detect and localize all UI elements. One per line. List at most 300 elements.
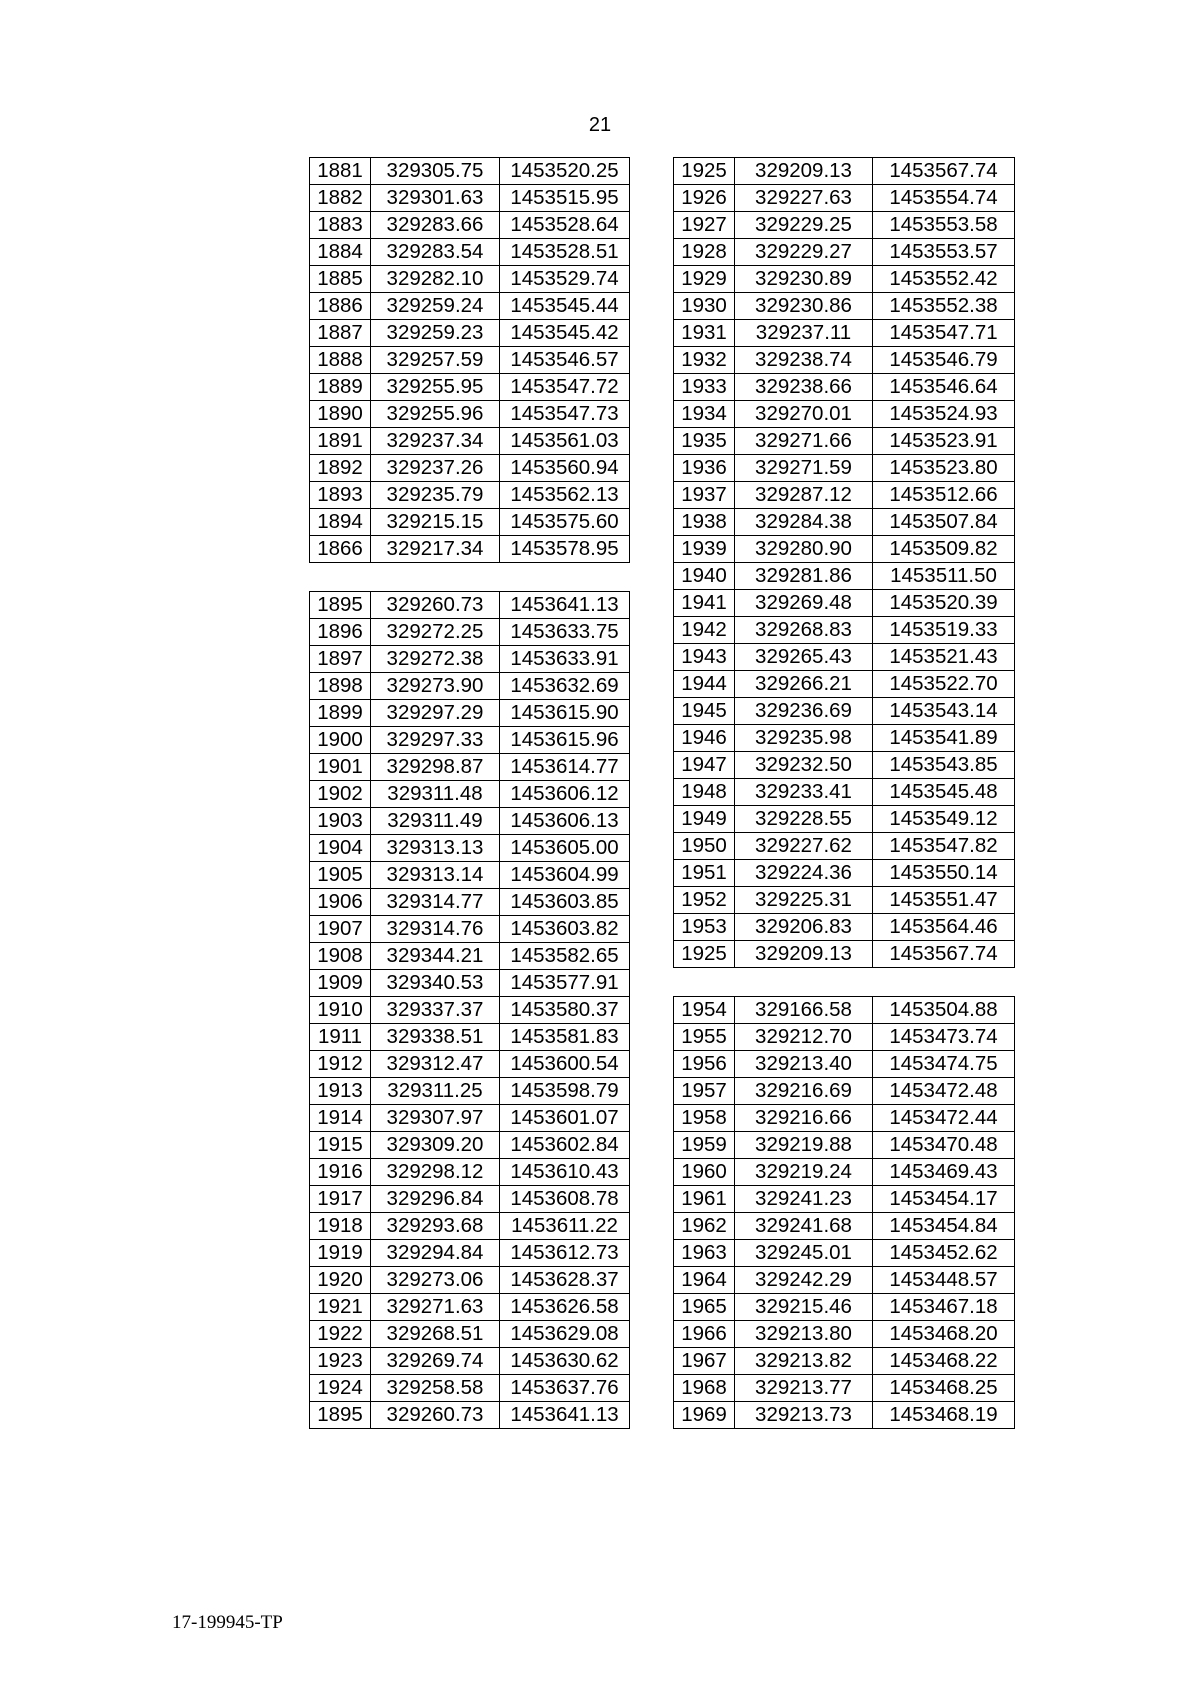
table-row [310,1104,630,1131]
x-coordinate-cell: 329215.46 [735,1293,873,1320]
table-row [674,158,1015,185]
point-id-cell: 1866 [310,536,371,563]
y-coordinate-cell: 1453545.42 [500,320,630,347]
point-id-cell: 1932 [674,347,735,374]
x-coordinate-cell: 329237.26 [371,455,500,482]
x-coordinate-cell: 329283.66 [371,212,500,239]
x-coordinate-cell: 329255.95 [371,374,500,401]
point-id-cell: 1950 [674,833,735,860]
table-row [310,428,630,455]
table-row [310,726,630,753]
x-coordinate-cell: 329282.10 [371,266,500,293]
y-coordinate-cell: 1453561.03 [500,428,630,455]
point-id-cell: 1946 [674,725,735,752]
table-row [674,806,1015,833]
y-coordinate-cell: 1453468.20 [873,1320,1015,1347]
y-coordinate-cell: 1453468.22 [873,1347,1015,1374]
y-coordinate-cell: 1453454.17 [873,1185,1015,1212]
x-coordinate-cell: 329311.49 [371,807,500,834]
table-row [674,482,1015,509]
table-row [674,1347,1015,1374]
y-coordinate-cell: 1453552.42 [873,266,1015,293]
x-coordinate-cell: 329258.58 [371,1374,500,1401]
point-id-cell: 1882 [310,185,371,212]
y-coordinate-cell: 1453553.57 [873,239,1015,266]
y-coordinate-cell: 1453577.91 [500,969,630,996]
y-coordinate-cell: 1453615.90 [500,699,630,726]
x-coordinate-cell: 329294.84 [371,1239,500,1266]
table-row [310,672,630,699]
y-coordinate-cell: 1453545.44 [500,293,630,320]
y-coordinate-cell: 1453522.70 [873,671,1015,698]
table-row [310,753,630,780]
y-coordinate-cell: 1453468.19 [873,1401,1015,1428]
point-id-cell: 1960 [674,1158,735,1185]
point-id-cell: 1930 [674,293,735,320]
x-coordinate-cell: 329237.11 [735,320,873,347]
point-id-cell: 1893 [310,482,371,509]
x-coordinate-cell: 329260.73 [371,591,500,618]
point-id-cell: 1892 [310,455,371,482]
y-coordinate-cell: 1453545.48 [873,779,1015,806]
table-row [310,969,630,996]
x-coordinate-cell: 329281.86 [735,563,873,590]
table-row [310,618,630,645]
table-row [674,941,1015,968]
x-coordinate-cell: 329293.68 [371,1212,500,1239]
table-row [310,807,630,834]
point-id-cell: 1927 [674,212,735,239]
y-coordinate-cell: 1453614.77 [500,753,630,780]
y-coordinate-cell: 1453606.12 [500,780,630,807]
y-coordinate-cell: 1453474.75 [873,1050,1015,1077]
point-id-cell: 1928 [674,239,735,266]
point-id-cell: 1945 [674,698,735,725]
point-id-cell: 1957 [674,1077,735,1104]
table-row [310,266,630,293]
point-id-cell: 1891 [310,428,371,455]
table-row [674,590,1015,617]
point-id-cell: 1948 [674,779,735,806]
point-id-cell: 1938 [674,509,735,536]
y-coordinate-cell: 1453641.13 [500,1401,630,1428]
table-row [674,428,1015,455]
point-id-cell: 1899 [310,699,371,726]
point-id-cell: 1944 [674,671,735,698]
point-id-cell: 1947 [674,752,735,779]
point-id-cell: 1936 [674,455,735,482]
x-coordinate-cell: 329314.76 [371,915,500,942]
table-row [310,1374,630,1401]
table-row [310,347,630,374]
x-coordinate-cell: 329235.79 [371,482,500,509]
x-coordinate-cell: 329227.63 [735,185,873,212]
y-coordinate-cell: 1453529.74 [500,266,630,293]
point-id-cell: 1896 [310,618,371,645]
x-coordinate-cell: 329268.83 [735,617,873,644]
point-id-cell: 1969 [674,1401,735,1428]
table-gap [673,968,1014,996]
table-row [310,293,630,320]
x-coordinate-cell: 329212.70 [735,1023,873,1050]
x-coordinate-cell: 329298.87 [371,753,500,780]
point-id-cell: 1955 [674,1023,735,1050]
y-coordinate-cell: 1453472.48 [873,1077,1015,1104]
x-coordinate-cell: 329268.51 [371,1320,500,1347]
y-coordinate-cell: 1453610.43 [500,1158,630,1185]
table-row [674,374,1015,401]
table-row [674,996,1015,1023]
x-coordinate-cell: 329283.54 [371,239,500,266]
x-coordinate-cell: 329338.51 [371,1023,500,1050]
y-coordinate-cell: 1453541.89 [873,725,1015,752]
y-coordinate-cell: 1453467.18 [873,1293,1015,1320]
y-coordinate-cell: 1453543.85 [873,752,1015,779]
x-coordinate-cell: 329340.53 [371,969,500,996]
page-number: 21 [588,114,612,136]
table-gap [309,563,629,591]
y-coordinate-cell: 1453549.12 [873,806,1015,833]
table-row [310,591,630,618]
table-row [674,725,1015,752]
table-row [310,185,630,212]
table-row [310,1293,630,1320]
y-coordinate-cell: 1453546.79 [873,347,1015,374]
table-row [310,1239,630,1266]
point-id-cell: 1929 [674,266,735,293]
y-coordinate-cell: 1453605.00 [500,834,630,861]
table-row [674,239,1015,266]
point-id-cell: 1883 [310,212,371,239]
table-row [674,563,1015,590]
y-coordinate-cell: 1453633.75 [500,618,630,645]
point-id-cell: 1961 [674,1185,735,1212]
table-row [674,1158,1015,1185]
table-row [674,536,1015,563]
x-coordinate-cell: 329245.01 [735,1239,873,1266]
x-coordinate-cell: 329209.13 [735,941,873,968]
point-id-cell: 1939 [674,536,735,563]
y-coordinate-cell: 1453546.57 [500,347,630,374]
x-coordinate-cell: 329229.27 [735,239,873,266]
x-coordinate-cell: 329265.43 [735,644,873,671]
x-coordinate-cell: 329206.83 [735,914,873,941]
x-coordinate-cell: 329238.66 [735,374,873,401]
x-coordinate-cell: 329307.97 [371,1104,500,1131]
table-row [674,1050,1015,1077]
y-coordinate-cell: 1453615.96 [500,726,630,753]
table-row [310,1212,630,1239]
y-coordinate-cell: 1453608.78 [500,1185,630,1212]
point-id-cell: 1918 [310,1212,371,1239]
table-row [674,1239,1015,1266]
y-coordinate-cell: 1453606.13 [500,807,630,834]
table-row [310,1131,630,1158]
x-coordinate-cell: 329217.34 [371,536,500,563]
point-id-cell: 1941 [674,590,735,617]
table-row [310,1158,630,1185]
y-coordinate-cell: 1453603.82 [500,915,630,942]
coordinate-table [673,157,1015,968]
x-coordinate-cell: 329213.40 [735,1050,873,1077]
y-coordinate-cell: 1453472.44 [873,1104,1015,1131]
x-coordinate-cell: 329216.69 [735,1077,873,1104]
x-coordinate-cell: 329232.50 [735,752,873,779]
y-coordinate-cell: 1453604.99 [500,861,630,888]
point-id-cell: 1917 [310,1185,371,1212]
document-code: 17-199945-TP [172,1612,283,1633]
x-coordinate-cell: 329305.75 [371,158,500,185]
y-coordinate-cell: 1453547.71 [873,320,1015,347]
x-coordinate-cell: 329270.01 [735,401,873,428]
table-row [310,888,630,915]
point-id-cell: 1940 [674,563,735,590]
y-coordinate-cell: 1453468.25 [873,1374,1015,1401]
x-coordinate-cell: 329213.82 [735,1347,873,1374]
x-coordinate-cell: 329269.48 [735,590,873,617]
x-coordinate-cell: 329228.55 [735,806,873,833]
point-id-cell: 1895 [310,1401,371,1428]
table-row [310,780,630,807]
table-row [674,1131,1015,1158]
y-coordinate-cell: 1453528.51 [500,239,630,266]
x-coordinate-cell: 329309.20 [371,1131,500,1158]
point-id-cell: 1914 [310,1104,371,1131]
y-coordinate-cell: 1453512.66 [873,482,1015,509]
y-coordinate-cell: 1453546.64 [873,374,1015,401]
table-row [674,347,1015,374]
table-row [674,1266,1015,1293]
table-row [674,1293,1015,1320]
y-coordinate-cell: 1453628.37 [500,1266,630,1293]
x-coordinate-cell: 329313.13 [371,834,500,861]
x-coordinate-cell: 329241.68 [735,1212,873,1239]
table-row [674,1401,1015,1428]
x-coordinate-cell: 329272.38 [371,645,500,672]
table-row [310,861,630,888]
table-row [310,212,630,239]
x-coordinate-cell: 329337.37 [371,996,500,1023]
y-coordinate-cell: 1453470.48 [873,1131,1015,1158]
point-id-cell: 1933 [674,374,735,401]
point-id-cell: 1919 [310,1239,371,1266]
x-coordinate-cell: 329230.86 [735,293,873,320]
table-row [674,212,1015,239]
point-id-cell: 1910 [310,996,371,1023]
table-row [310,1050,630,1077]
x-coordinate-cell: 329271.66 [735,428,873,455]
table-row [674,833,1015,860]
x-coordinate-cell: 329255.96 [371,401,500,428]
x-coordinate-cell: 329273.06 [371,1266,500,1293]
y-coordinate-cell: 1453602.84 [500,1131,630,1158]
x-coordinate-cell: 329219.88 [735,1131,873,1158]
table-row [674,293,1015,320]
x-coordinate-cell: 329224.36 [735,860,873,887]
table-row [674,698,1015,725]
y-coordinate-cell: 1453523.80 [873,455,1015,482]
table-row [674,644,1015,671]
point-id-cell: 1937 [674,482,735,509]
y-coordinate-cell: 1453519.33 [873,617,1015,644]
point-id-cell: 1953 [674,914,735,941]
table-row [674,887,1015,914]
y-coordinate-cell: 1453580.37 [500,996,630,1023]
y-coordinate-cell: 1453509.82 [873,536,1015,563]
point-id-cell: 1889 [310,374,371,401]
table-row [310,996,630,1023]
y-coordinate-cell: 1453473.74 [873,1023,1015,1050]
point-id-cell: 1958 [674,1104,735,1131]
point-id-cell: 1911 [310,1023,371,1050]
point-id-cell: 1962 [674,1212,735,1239]
point-id-cell: 1931 [674,320,735,347]
coordinate-table [309,157,630,563]
point-id-cell: 1900 [310,726,371,753]
y-coordinate-cell: 1453521.43 [873,644,1015,671]
x-coordinate-cell: 329301.63 [371,185,500,212]
table-row [310,1023,630,1050]
point-id-cell: 1967 [674,1347,735,1374]
table-row [674,914,1015,941]
y-coordinate-cell: 1453547.73 [500,401,630,428]
point-id-cell: 1916 [310,1158,371,1185]
table-row [310,942,630,969]
point-id-cell: 1902 [310,780,371,807]
table-row [310,915,630,942]
point-id-cell: 1913 [310,1077,371,1104]
table-row [310,158,630,185]
table-row [674,509,1015,536]
point-id-cell: 1886 [310,293,371,320]
y-coordinate-cell: 1453454.84 [873,1212,1015,1239]
table-row [310,1320,630,1347]
y-coordinate-cell: 1453567.74 [873,158,1015,185]
point-id-cell: 1934 [674,401,735,428]
point-id-cell: 1925 [674,158,735,185]
point-id-cell: 1903 [310,807,371,834]
table-row [674,1104,1015,1131]
table-row [310,401,630,428]
y-coordinate-cell: 1453626.58 [500,1293,630,1320]
x-coordinate-cell: 329235.98 [735,725,873,752]
y-coordinate-cell: 1453601.07 [500,1104,630,1131]
point-id-cell: 1954 [674,996,735,1023]
table-row [310,834,630,861]
x-coordinate-cell: 329213.80 [735,1320,873,1347]
y-coordinate-cell: 1453551.47 [873,887,1015,914]
y-coordinate-cell: 1453524.93 [873,401,1015,428]
x-coordinate-cell: 329259.24 [371,293,500,320]
y-coordinate-cell: 1453547.82 [873,833,1015,860]
y-coordinate-cell: 1453553.58 [873,212,1015,239]
point-id-cell: 1905 [310,861,371,888]
x-coordinate-cell: 329213.73 [735,1401,873,1428]
table-row [310,509,630,536]
x-coordinate-cell: 329242.29 [735,1266,873,1293]
point-id-cell: 1894 [310,509,371,536]
point-id-cell: 1884 [310,239,371,266]
x-coordinate-cell: 329259.23 [371,320,500,347]
y-coordinate-cell: 1453582.65 [500,942,630,969]
y-coordinate-cell: 1453612.73 [500,1239,630,1266]
table-row [674,860,1015,887]
point-id-cell: 1922 [310,1320,371,1347]
x-coordinate-cell: 329296.84 [371,1185,500,1212]
table-row [674,1212,1015,1239]
x-coordinate-cell: 329269.74 [371,1347,500,1374]
x-coordinate-cell: 329272.25 [371,618,500,645]
y-coordinate-cell: 1453598.79 [500,1077,630,1104]
y-coordinate-cell: 1453520.25 [500,158,630,185]
x-coordinate-cell: 329297.33 [371,726,500,753]
x-coordinate-cell: 329241.23 [735,1185,873,1212]
y-coordinate-cell: 1453630.62 [500,1347,630,1374]
x-coordinate-cell: 329213.77 [735,1374,873,1401]
point-id-cell: 1885 [310,266,371,293]
point-id-cell: 1881 [310,158,371,185]
y-coordinate-cell: 1453560.94 [500,455,630,482]
point-id-cell: 1952 [674,887,735,914]
x-coordinate-cell: 329287.12 [735,482,873,509]
y-coordinate-cell: 1453603.85 [500,888,630,915]
y-coordinate-cell: 1453547.72 [500,374,630,401]
table-row [310,1347,630,1374]
point-id-cell: 1951 [674,860,735,887]
point-id-cell: 1942 [674,617,735,644]
point-id-cell: 1923 [310,1347,371,1374]
point-id-cell: 1915 [310,1131,371,1158]
table-row [310,1077,630,1104]
table-row [674,617,1015,644]
x-coordinate-cell: 329260.73 [371,1401,500,1428]
x-coordinate-cell: 329314.77 [371,888,500,915]
y-coordinate-cell: 1453523.91 [873,428,1015,455]
point-id-cell: 1920 [310,1266,371,1293]
y-coordinate-cell: 1453448.57 [873,1266,1015,1293]
point-id-cell: 1956 [674,1050,735,1077]
x-coordinate-cell: 329273.90 [371,672,500,699]
y-coordinate-cell: 1453543.14 [873,698,1015,725]
point-id-cell: 1888 [310,347,371,374]
table-row [310,482,630,509]
right-coordinate-column [673,157,1014,1429]
y-coordinate-cell: 1453562.13 [500,482,630,509]
y-coordinate-cell: 1453641.13 [500,591,630,618]
table-row [310,1401,630,1428]
table-row [674,266,1015,293]
x-coordinate-cell: 329266.21 [735,671,873,698]
y-coordinate-cell: 1453511.50 [873,563,1015,590]
y-coordinate-cell: 1453575.60 [500,509,630,536]
x-coordinate-cell: 329166.58 [735,996,873,1023]
point-id-cell: 1926 [674,185,735,212]
table-row [674,1320,1015,1347]
point-id-cell: 1965 [674,1293,735,1320]
point-id-cell: 1887 [310,320,371,347]
table-row [310,374,630,401]
table-row [310,536,630,563]
x-coordinate-cell: 329209.13 [735,158,873,185]
x-coordinate-cell: 329311.25 [371,1077,500,1104]
x-coordinate-cell: 329298.12 [371,1158,500,1185]
table-row [674,1374,1015,1401]
point-id-cell: 1921 [310,1293,371,1320]
x-coordinate-cell: 329313.14 [371,861,500,888]
y-coordinate-cell: 1453637.76 [500,1374,630,1401]
table-row [674,671,1015,698]
point-id-cell: 1949 [674,806,735,833]
